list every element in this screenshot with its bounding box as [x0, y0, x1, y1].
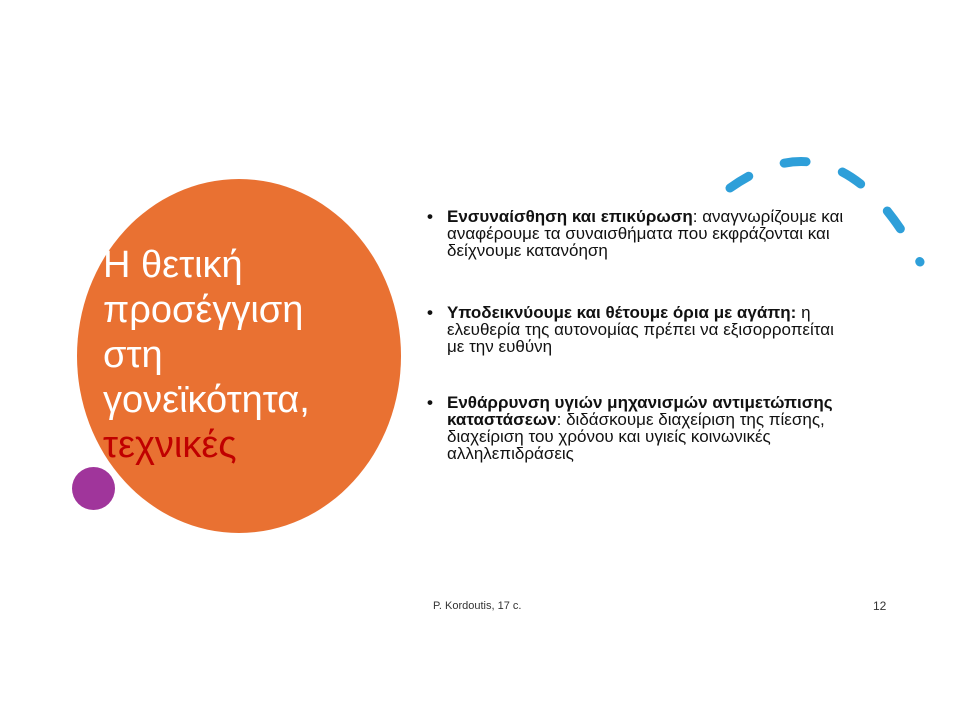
bullet-lead: Υποδεικνύουμε και θέτουμε όρια με αγάπη: — [447, 303, 797, 322]
bullet-lead: Ενσυναίσθηση και επικύρωση — [447, 207, 693, 226]
bullet-marker: • — [427, 393, 433, 412]
title-line: γονεϊκότητα, — [103, 379, 310, 421]
footer-author: P. Kordoutis, 17 c. — [433, 600, 522, 612]
bullet-text: η ελευθερία της αυτονομίας πρέπει να εξισορροπείται με την ευθύνη — [447, 303, 834, 356]
bullet-list — [424, 208, 844, 462]
bullet-marker: • — [427, 303, 433, 322]
bullet-lead: Ενθάρρυνση υγιών μηχανισμών αντιμετώπισης καταστάσεων — [447, 393, 833, 429]
bullet-text: : διδάσκουμε διαχείριση της πίεσης, διαχείριση του χρόνου και υγιείς κοινωνικές αλληλεπιδράσεις — [447, 410, 825, 463]
title-line-accent: τεχνικές — [103, 424, 237, 466]
title-line: προσέγγιση — [103, 289, 304, 331]
bullet-item — [424, 394, 844, 462]
title-line: Η θετική — [103, 244, 243, 286]
purple-dot-shape — [72, 467, 115, 510]
title-line: στη — [103, 334, 163, 376]
bullet-marker: • — [427, 207, 433, 226]
page-number: 12 — [873, 599, 887, 613]
bullet-item — [424, 304, 844, 355]
bullet-text: : αναγνωρίζουμε και αναφέρουμε τα συναισθήματα που εκφράζονται και δείχνουμε κατανόηση — [447, 207, 844, 260]
bullet-item — [424, 208, 844, 259]
slide-title — [103, 243, 363, 468]
